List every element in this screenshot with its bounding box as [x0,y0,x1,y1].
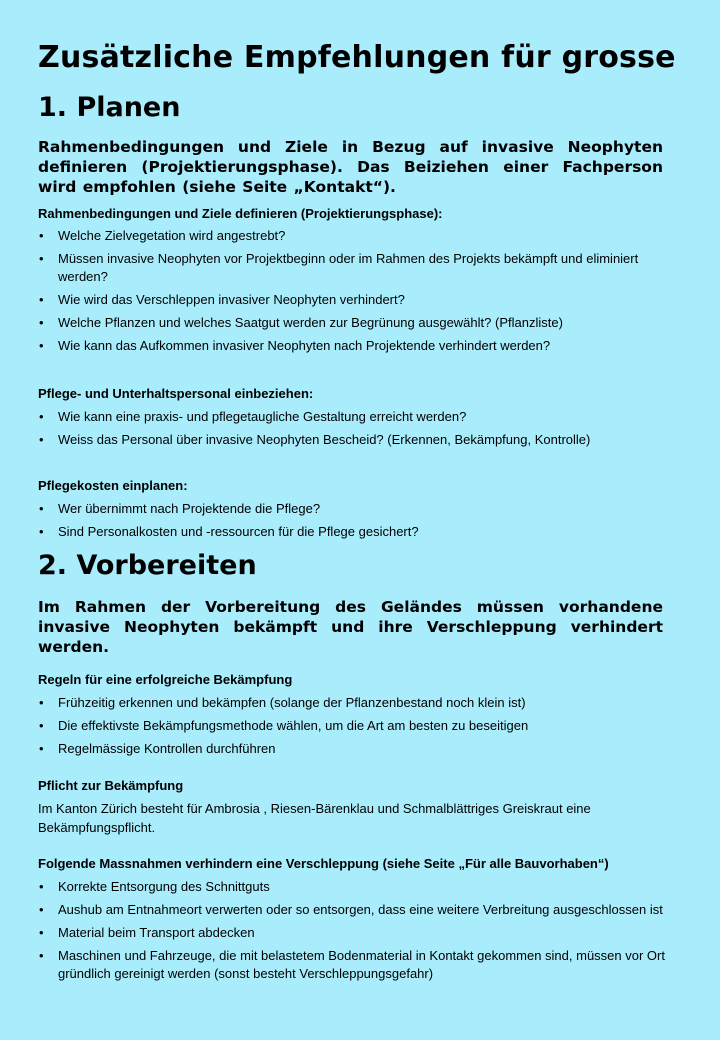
section-heading-vorbereiten: 2. Vorbereiten [38,550,257,581]
paragraph-pflicht: Im Kanton Zürich besteht für Ambrosia , Riesen-Bärenklau und Schmalblättriges Greiskraut eine Bekämpfungspflicht. [38,801,591,835]
subheading-regeln: Regeln für eine erfolgreiche Bekämpfung [38,672,293,687]
list-item: • Maschinen und Fahrzeuge, die mit belastetem Bodenmaterial in Kontakt gekommen sind, müssen vor Ort gründlich gereinigt werden (sonst besteht Verschleppungsgefahr) [38,947,678,983]
subheading-pflegekosten: Pflegekosten einplanen: [38,478,188,493]
subheading-rahmenbedingungen: Rahmenbedingungen und Ziele definieren (Projektierungsphase): [38,206,443,221]
list-item: • Die effektivste Bekämpfungsmethode wählen, um die Art am besten zu beseitigen [38,717,678,735]
list-item: • Wie kann eine praxis- und pflegetaugliche Gestaltung erreicht werden? [38,408,678,426]
subheading-massnahmen: Folgende Massnahmen verhindern eine Verschleppung (siehe Seite „Für alle Bauvorhaben“) [38,856,609,871]
list-item: • Korrekte Entsorgung des Schnittguts [38,878,678,896]
subheading-personal: Pflege- und Unterhaltspersonal einbeziehen: [38,386,314,401]
bullet-list-regeln [38,694,678,763]
list-item: • Welche Pflanzen und welches Saatgut werden zur Begrünung ausgewählt? (Pflanzliste) [38,314,678,332]
page-title: Zusätzliche Empfehlungen für grosse [38,40,676,75]
section-lead-planen: Rahmenbedingungen und Ziele in Bezug auf invasive Neophyten definieren (Projektierungsphase). Das Beiziehen einer Fachperson wird empfohlen (siehe Seite „Kontakt“). [38,138,663,196]
list-item: • Material beim Transport abdecken [38,924,678,942]
section-lead-vorbereiten: Im Rahmen der Vorbereitung des Geländes müssen vorhandene invasive Neophyten bekämpft und ihre Verschleppung verhindert werden. [38,598,663,656]
list-item: • Frühzeitig erkennen und bekämpfen (solange der Pflanzenbestand noch klein ist) [38,694,678,712]
list-item: • Müssen invasive Neophyten vor Projektbeginn oder im Rahmen des Projekts bekämpft und eliminiert werden? [38,250,678,286]
bullet-list-personal [38,408,678,454]
list-item: • Regelmässige Kontrollen durchführen [38,740,678,758]
list-item: • Aushub am Entnahmeort verwerten oder so entsorgen, dass eine weitere Verbreitung ausgeschlossen ist [38,901,678,919]
list-item: • Welche Zielvegetation wird angestrebt? [38,227,678,245]
bullet-list-massnahmen [38,878,678,988]
list-item: • Wer übernimmt nach Projektende die Pflege? [38,500,678,518]
list-item: • Sind Personalkosten und -ressourcen für die Pflege gesichert? [38,523,678,541]
list-item: • Wie kann das Aufkommen invasiver Neophyten nach Projektende verhindert werden? [38,337,678,355]
list-item: • Wie wird das Verschleppen invasiver Neophyten verhindert? [38,291,678,309]
section-heading-planen: 1. Planen [38,92,181,123]
bullet-list-pflegekosten [38,500,678,546]
subheading-pflicht: Pflicht zur Bekämpfung [38,778,184,793]
bullet-list-rahmenbedingungen [38,227,678,360]
list-item: • Weiss das Personal über invasive Neophyten Bescheid? (Erkennen, Bekämpfung, Kontrolle) [38,431,678,449]
